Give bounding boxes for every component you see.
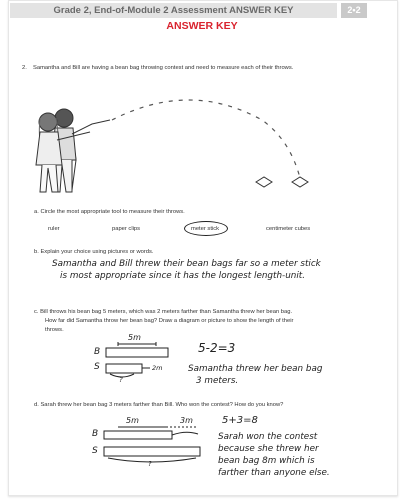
part-c-label-q: ? bbox=[119, 376, 123, 384]
question-text: Samantha and Bill are having a bean bag throwing contest and need to measure each of their throws. bbox=[33, 65, 294, 71]
part-c-prompt-line3: throws. bbox=[45, 327, 64, 333]
part-b-answer-line2: is most appropriate since it has the longest length-unit. bbox=[60, 271, 306, 281]
part-b-answer-line1: Samantha and Bill threw their bean bags far so a meter stick bbox=[52, 259, 321, 269]
part-d-diagram bbox=[104, 427, 200, 462]
part-c-prompt-line1: c. Bill throws his bean bag 5 meters, which was 2 meters farther than Samantha threw her bean bag. bbox=[34, 309, 293, 315]
part-d-answer-line4: farther than anyone else. bbox=[218, 468, 330, 478]
option-meter-stick[interactable]: meter stick bbox=[191, 226, 220, 232]
throw-arc bbox=[112, 100, 300, 178]
part-c-answer-line2: 3 meters. bbox=[196, 376, 239, 386]
part-c-label-2m: 2m bbox=[152, 364, 163, 372]
part-c-equation: 5-2=3 bbox=[198, 341, 236, 355]
answer-circle bbox=[184, 221, 228, 236]
part-d-prompt: d. Sarah threw her bean bag 3 meters farther than Bill. Who won the contest? How do you know? bbox=[34, 402, 284, 408]
module-tag: 2•2 bbox=[341, 3, 367, 18]
part-d-label-5m: 5m bbox=[126, 416, 139, 425]
part-d-answer-line3: bean bag 8m which is bbox=[218, 456, 315, 466]
bean-bag bbox=[292, 177, 308, 187]
option-paper-clips[interactable]: paper clips bbox=[112, 226, 141, 232]
option-ruler[interactable]: ruler bbox=[48, 226, 60, 232]
part-c-label-5m: 5m bbox=[128, 333, 141, 342]
children-illustration bbox=[36, 109, 110, 192]
part-a-prompt: a. Circle the most appropriate tool to measure their throws. bbox=[34, 209, 185, 215]
part-d-label-b: B bbox=[92, 429, 99, 439]
part-d-label-s: S bbox=[92, 446, 98, 456]
part-d-answer-line2: because she threw her bbox=[218, 444, 319, 454]
part-c-label-b: B bbox=[94, 347, 101, 357]
part-d-answer-line1: Sarah won the contest bbox=[218, 432, 318, 442]
question-number: 2. bbox=[22, 65, 27, 71]
part-c-answer-line1: Samantha threw her bean bag bbox=[188, 364, 323, 374]
part-d-label-3m: 3m bbox=[180, 416, 193, 425]
option-centimeter-cubes[interactable]: centimeter cubes bbox=[266, 226, 311, 232]
answer-key-title: ANSWER KEY bbox=[166, 20, 238, 32]
part-d-equation: 5+3=8 bbox=[222, 415, 258, 426]
bean-bag bbox=[256, 177, 272, 187]
part-d-label-q: ? bbox=[148, 460, 152, 468]
header-title: Grade 2, End-of-Module 2 Assessment ANSWER KEY bbox=[10, 3, 337, 18]
part-c-label-s: S bbox=[94, 362, 100, 372]
part-c-prompt-line2: How far did Samantha throw her bean bag? Draw a diagram or picture to show the length of their bbox=[45, 318, 294, 324]
part-b-prompt: b. Explain your choice using pictures or words. bbox=[34, 249, 154, 255]
